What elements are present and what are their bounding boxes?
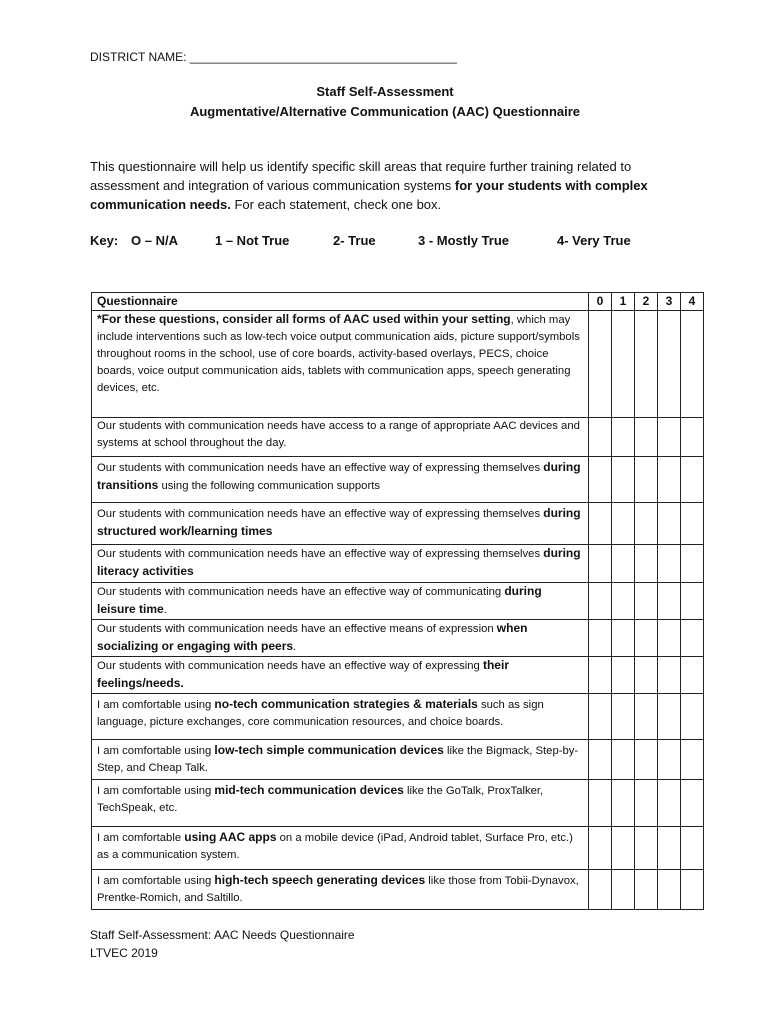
rating-box-1[interactable] (612, 827, 635, 870)
rating-box-2[interactable] (635, 457, 658, 503)
question-row (92, 657, 704, 694)
question-text (92, 740, 589, 780)
rating-box-3[interactable] (658, 311, 681, 418)
rating-box-1[interactable] (612, 694, 635, 740)
question-text-part: , which may include interventions such as low-tech voice output communication aids, picture support/symbols throughout rooms in the school, use of core boards, activity-based overlays, PECS, choice boards, voice output communication aids, tablets with communication apps, speech generating devices, etc. (97, 314, 580, 394)
column-header-4: 4 (681, 293, 704, 311)
question-text (92, 657, 589, 694)
footer-title: Staff Self-Assessment: AAC Needs Questionnaire (90, 928, 355, 942)
rating-box-1[interactable] (612, 545, 635, 583)
questionnaire-header: Questionnaire (92, 293, 589, 311)
rating-box-4[interactable] (681, 827, 704, 870)
question-text-part: I am comfortable using (97, 745, 215, 757)
rating-box-4[interactable] (681, 870, 704, 910)
rating-box-3[interactable] (658, 620, 681, 657)
page-title: Staff Self-Assessment (316, 84, 454, 99)
page-subtitle: Augmentative/Alternative Communication (AAC) Questionnaire (189, 104, 581, 119)
key-item-very-true: 4- Very True (557, 233, 631, 248)
rating-box-3[interactable] (658, 418, 681, 457)
question-text-part: using the following communication supports (158, 480, 381, 492)
table-header-row (92, 293, 704, 311)
key-item-na: O – N/A (131, 233, 178, 248)
question-emphasis: low-tech simple communication devices (214, 743, 444, 757)
rating-box-2[interactable] (635, 418, 658, 457)
rating-box-4[interactable] (681, 311, 704, 418)
rating-box-4[interactable] (681, 620, 704, 657)
footer (90, 926, 355, 962)
question-text (92, 780, 589, 827)
rating-box-0[interactable] (589, 870, 612, 910)
rating-box-0[interactable] (589, 694, 612, 740)
key-item-true: 2- True (333, 233, 376, 248)
rating-box-1[interactable] (612, 657, 635, 694)
rating-box-3[interactable] (658, 827, 681, 870)
rating-box-1[interactable] (612, 503, 635, 545)
rating-box-0[interactable] (589, 311, 612, 418)
rating-box-4[interactable] (681, 457, 704, 503)
rating-box-1[interactable] (612, 870, 635, 910)
column-header-2: 2 (635, 293, 658, 311)
key-item-not-true: 1 – Not True (215, 233, 290, 248)
question-text-part: . (163, 604, 167, 616)
question-row (92, 311, 704, 418)
rating-box-3[interactable] (658, 870, 681, 910)
rating-box-0[interactable] (589, 740, 612, 780)
rating-box-4[interactable] (681, 694, 704, 740)
question-text (92, 311, 589, 418)
footer-org-year: LTVEC 2019 (90, 946, 158, 960)
rating-box-3[interactable] (658, 583, 681, 620)
question-row (92, 694, 704, 740)
question-row (92, 870, 704, 910)
question-emphasis: when socializing or engaging with peers (97, 621, 528, 653)
rating-box-0[interactable] (589, 780, 612, 827)
rating-box-0[interactable] (589, 620, 612, 657)
question-text (92, 418, 589, 457)
question-row (92, 583, 704, 620)
question-row (92, 545, 704, 583)
question-emphasis: during leisure time (97, 584, 542, 616)
question-text-part: Our students with communication needs have an effective way of communicating (97, 586, 505, 598)
question-emphasis: during literacy activities (97, 546, 581, 578)
intro-bold: for your students with complex communication needs. (90, 178, 648, 212)
question-text-part: I am comfortable using (97, 875, 215, 887)
question-row (92, 418, 704, 457)
intro-paragraph (90, 157, 690, 214)
rating-box-4[interactable] (681, 657, 704, 694)
key-label: Key: (90, 233, 119, 248)
question-text (92, 620, 589, 657)
rating-box-2[interactable] (635, 740, 658, 780)
column-header-0: 0 (589, 293, 612, 311)
key-item-mostly-true: 3 - Mostly True (418, 233, 510, 248)
rating-box-4[interactable] (681, 545, 704, 583)
rating-box-0[interactable] (589, 583, 612, 620)
question-text-part: I am comfortable (97, 832, 185, 844)
intro-text-1: This questionnaire will help us identify specific skill areas that require further training related to assessment and integration of various communication systems (90, 159, 632, 193)
rating-box-0[interactable] (589, 457, 612, 503)
questionnaire-table (91, 292, 704, 910)
rating-box-4[interactable] (681, 418, 704, 457)
rating-box-3[interactable] (658, 503, 681, 545)
rating-box-2[interactable] (635, 503, 658, 545)
question-text-part: like the Bigmack, Step-by-Step, and Cheap Talk. (97, 745, 579, 774)
question-emphasis: during transitions (97, 460, 581, 492)
rating-box-4[interactable] (681, 503, 704, 545)
question-emphasis: *For these questions, consider all forms of AAC used within your setting (97, 312, 511, 326)
question-row (92, 827, 704, 870)
rating-box-3[interactable] (658, 694, 681, 740)
question-row (92, 780, 704, 827)
intro-text-2: For each statement, check one box. (230, 197, 442, 212)
question-text (92, 545, 589, 583)
rating-box-4[interactable] (681, 780, 704, 827)
rating-box-3[interactable] (658, 457, 681, 503)
question-text (92, 457, 589, 503)
rating-box-1[interactable] (612, 457, 635, 503)
rating-box-2[interactable] (635, 583, 658, 620)
question-text-part: Our students with communication needs have an effective way of expressing themselves (97, 548, 544, 560)
question-text-part: I am comfortable using (97, 785, 215, 797)
rating-box-1[interactable] (612, 780, 635, 827)
rating-box-0[interactable] (589, 545, 612, 583)
question-text-part: Our students with communication needs have an effective means of expression (97, 623, 497, 635)
rating-box-1[interactable] (612, 583, 635, 620)
question-text (92, 827, 589, 870)
rating-box-1[interactable] (612, 418, 635, 457)
rating-box-3[interactable] (658, 780, 681, 827)
rating-box-2[interactable] (635, 545, 658, 583)
question-text-part: . (293, 641, 297, 653)
column-header-3: 3 (658, 293, 681, 311)
question-emphasis: during structured work/learning times (97, 506, 581, 538)
question-emphasis: high-tech speech generating devices (214, 873, 426, 887)
question-emphasis: their feelings/needs. (97, 658, 509, 690)
column-header-1: 1 (612, 293, 635, 311)
question-text-part: like those from Tobii-Dynavox, Prentke-Romich, and Saltillo. (97, 875, 579, 904)
rating-box-4[interactable] (681, 740, 704, 780)
question-text (92, 583, 589, 620)
rating-box-0[interactable] (589, 503, 612, 545)
rating-box-3[interactable] (658, 545, 681, 583)
rating-box-1[interactable] (612, 620, 635, 657)
rating-box-1[interactable] (612, 311, 635, 418)
question-emphasis: mid-tech communication devices (214, 783, 404, 797)
question-row (92, 740, 704, 780)
question-text-part: Our students with communication needs have an effective way of expressing themselves (97, 462, 544, 474)
question-text (92, 870, 589, 910)
rating-box-0[interactable] (589, 827, 612, 870)
rating-box-0[interactable] (589, 418, 612, 457)
district-name-line: DISTRICT NAME: ________________________________________ (90, 50, 457, 64)
question-text-part: Our students with communication needs have access to a range of appropriate AAC devices and systems at school throughout the day. (97, 420, 580, 449)
rating-box-2[interactable] (635, 620, 658, 657)
question-text-part: I am comfortable using (97, 699, 215, 711)
question-row (92, 457, 704, 503)
rating-box-2[interactable] (635, 827, 658, 870)
question-text-part: like the GoTalk, ProxTalker, TechSpeak, etc. (97, 785, 544, 814)
question-row (92, 620, 704, 657)
question-text-part: such as sign language, picture exchanges, core communication resources, and choice boards. (97, 699, 544, 728)
rating-box-2[interactable] (635, 311, 658, 418)
question-emphasis: using AAC apps (184, 830, 277, 844)
rating-box-0[interactable] (589, 657, 612, 694)
rating-box-1[interactable] (612, 740, 635, 780)
question-text (92, 503, 589, 545)
question-text-part: Our students with communication needs have an effective way of expressing (97, 660, 483, 672)
question-text-part: on a mobile device (iPad, Android tablet, Surface Pro, etc.) as a communication system. (97, 832, 573, 861)
rating-box-3[interactable] (658, 740, 681, 780)
rating-box-2[interactable] (635, 780, 658, 827)
question-emphasis: no-tech communication strategies & materials (214, 697, 478, 711)
rating-box-2[interactable] (635, 870, 658, 910)
rating-box-2[interactable] (635, 657, 658, 694)
rating-box-4[interactable] (681, 583, 704, 620)
question-text (92, 694, 589, 740)
rating-box-3[interactable] (658, 657, 681, 694)
rating-box-2[interactable] (635, 694, 658, 740)
question-text-part: Our students with communication needs have an effective way of expressing themselves (97, 508, 544, 520)
question-row (92, 503, 704, 545)
